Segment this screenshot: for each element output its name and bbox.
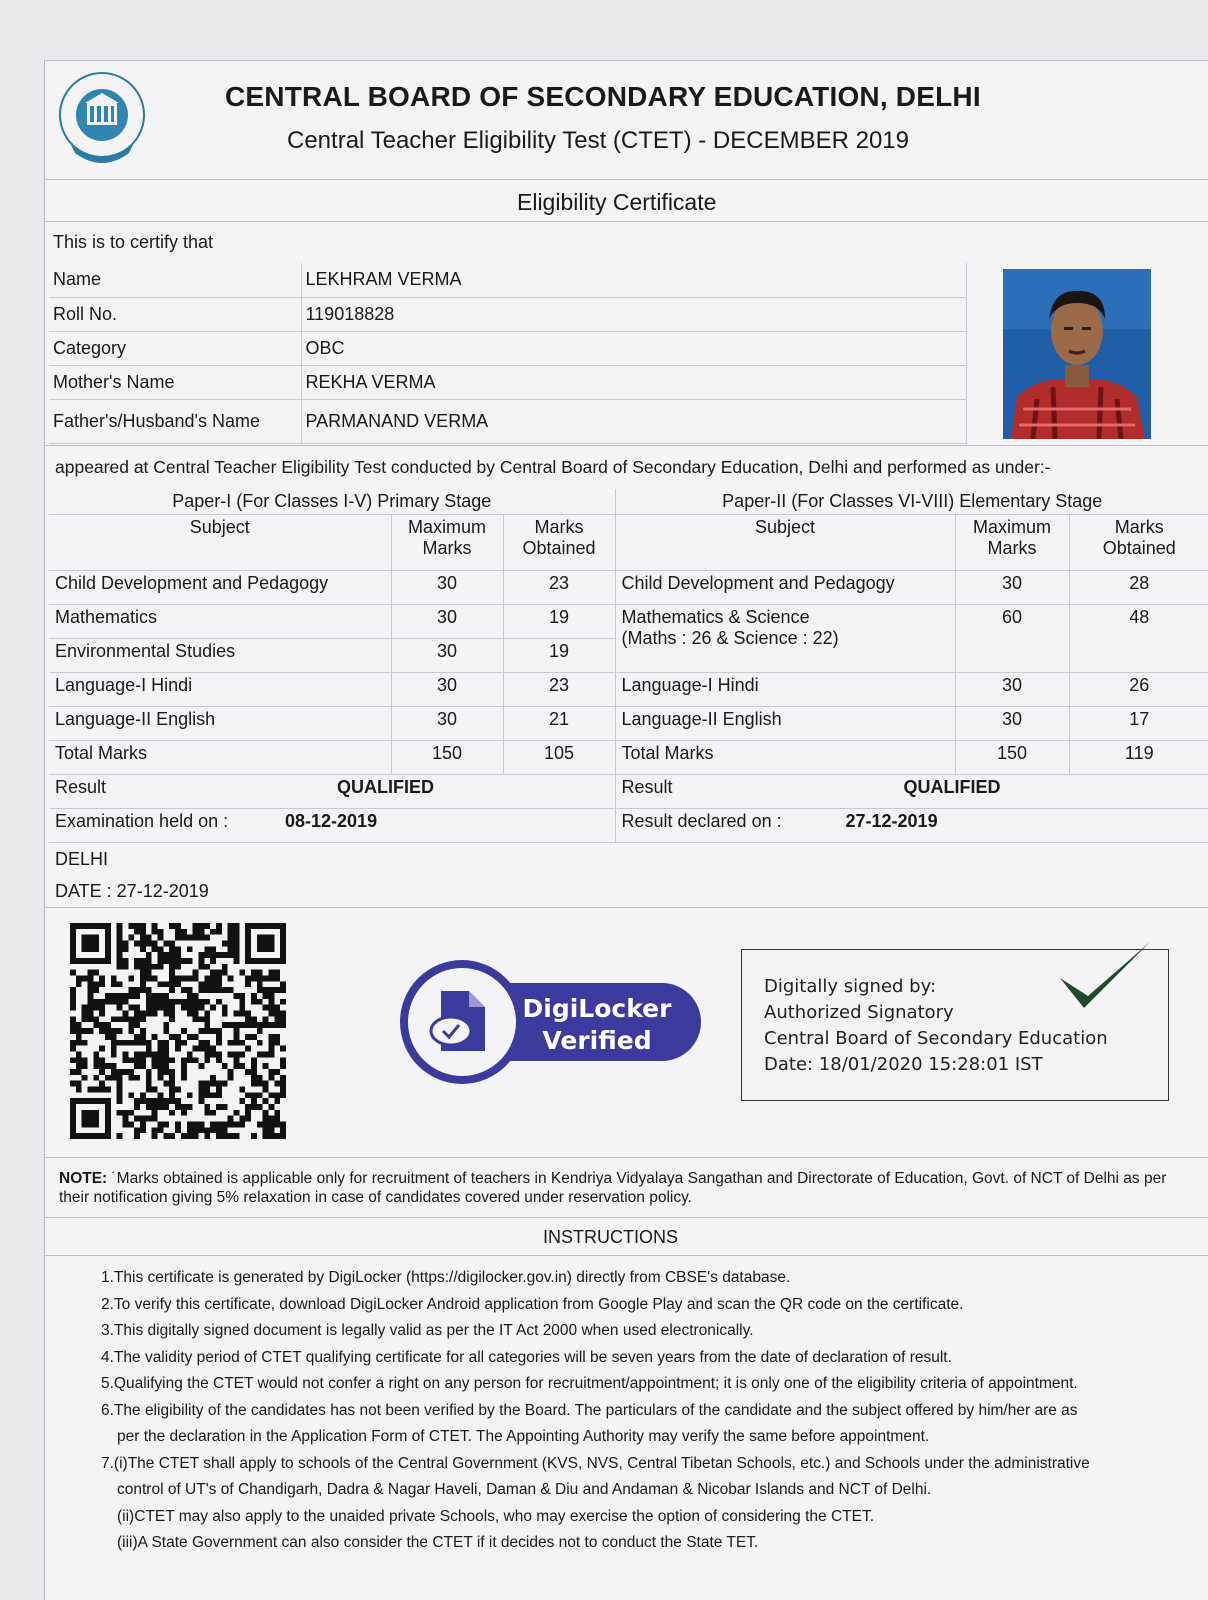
paper2-result: Result QUALIFIED <box>615 775 1208 809</box>
place: DELHI <box>55 849 109 869</box>
paper1-obtained: 21 <box>503 707 615 741</box>
paper1-result-value: QUALIFIED <box>337 777 434 797</box>
digilocker-verified-badge <box>397 957 705 1087</box>
appeared-text: appeared at Central Teacher Eligibility Test conducted by Central Board of Secondary Education, Delhi and performed as under:- <box>55 457 1051 477</box>
certificate-title: Eligibility Certificate <box>517 189 717 215</box>
info-row <box>49 331 967 365</box>
note <box>59 1169 1169 1207</box>
paper2-obtained: 28 <box>1069 571 1208 605</box>
list-item: 2.To verify this certificate, download DigiLocker Android application from Google Play and scan the QR code on the certificate. <box>101 1295 964 1313</box>
candidate-name: LEKHRAM VERMA <box>301 263 967 297</box>
field-label: Mother's Name <box>49 365 301 399</box>
paper2-total-obtained: 119 <box>1069 741 1208 775</box>
list-item: 4.The validity period of CTET qualifying certificate for all categories will be seven years from the date of declaration of result. <box>101 1348 952 1366</box>
list-item: (ii)CTET may also apply to the unaided private Schools, who may exercise the option of considering the CTET. <box>117 1507 875 1525</box>
result-declared: Result declared on : 27-12-2019 <box>615 809 1208 843</box>
paper1-subject: Language-I Hindi <box>49 673 391 707</box>
mother-name: REKHA VERMA <box>301 365 967 399</box>
total-row <box>49 741 1208 775</box>
list-item: 1.This certificate is generated by DigiLocker (https://digilocker.gov.in) directly from CBSE's database. <box>101 1269 791 1286</box>
paper1-max: 30 <box>391 639 503 673</box>
paper2-max: 30 <box>955 707 1069 741</box>
date-row <box>49 809 1208 843</box>
paper2-max: 30 <box>955 673 1069 707</box>
paper1-total-obtained: 105 <box>503 741 615 775</box>
digital-signature-box[interactable] <box>741 949 1169 1101</box>
paper1-col-obtained: Marks Obtained <box>503 515 615 571</box>
paper1-subject: Mathematics <box>49 605 391 639</box>
paper2-total-max: 150 <box>955 741 1069 775</box>
paper2-obtained: 26 <box>1069 673 1208 707</box>
candidate-photo <box>1003 269 1151 439</box>
note-text: ˙Marks obtained is applicable only for recruitment of teachers in Kendriya Vidyalaya Sangathan and Directorate of Education, Govt. of NCT of Delhi as per their notification giving 5% relaxation in case of candidates covered under reservation policy. <box>59 1170 1167 1206</box>
paper1-obtained: 19 <box>503 639 615 673</box>
signed-by-label: Digitally signed by: <box>764 976 937 997</box>
paper2-subject: Language-I Hindi <box>615 673 955 707</box>
paper2-obtained: 17 <box>1069 707 1208 741</box>
result-row <box>49 775 1208 809</box>
paper1-max: 30 <box>391 571 503 605</box>
divider <box>45 179 1208 180</box>
verified-label: Verified <box>542 1026 652 1055</box>
divider <box>45 907 1208 908</box>
field-label: Father's/Husband's Name <box>49 399 301 443</box>
certificate-page <box>44 60 1208 1600</box>
exam-subtitle: Central Teacher Eligibility Test (CTET) - DECEMBER 2019 <box>287 127 909 154</box>
table-row <box>49 605 1208 639</box>
paper1-max: 30 <box>391 673 503 707</box>
paper2-subject: Child Development and Pedagogy <box>615 571 955 605</box>
paper2-col-max: Maximum Marks <box>955 515 1069 571</box>
father-name: PARMANAND VERMA <box>301 399 967 443</box>
signatory: Authorized Signatory <box>764 1002 954 1023</box>
paper1-max: 30 <box>391 605 503 639</box>
paper1-result: Result QUALIFIED <box>49 775 615 809</box>
paper2-total-label: Total Marks <box>615 741 955 775</box>
exam-held: Examination held on : 08-12-2019 <box>49 809 615 843</box>
paper2-subject: Language-II English <box>615 707 955 741</box>
paper1-max: 30 <box>391 707 503 741</box>
paper2-title: Paper-II (For Classes VI-VIII) Elementary Stage <box>615 489 1208 515</box>
paper1-title: Paper-I (For Classes I-V) Primary Stage <box>49 489 615 515</box>
list-item: per the declaration in the Application Form of CTET. The Appointing Authority may verify the same before appointment. <box>117 1428 930 1445</box>
paper1-total-max: 150 <box>391 741 503 775</box>
paper2-result-value: QUALIFIED <box>903 777 1001 797</box>
paper2-obtained: 48 <box>1069 605 1208 673</box>
list-item: 5.Qualifying the CTET would not confer a right on any person for recruitment/appointment; it is only one of the eligibility criteria of appointment. <box>101 1375 1078 1392</box>
instructions-list <box>101 1265 1181 1557</box>
qr-code[interactable] <box>67 923 289 1139</box>
paper1-subject: Child Development and Pedagogy <box>49 571 391 605</box>
divider <box>45 221 1208 222</box>
info-row <box>49 297 967 331</box>
roll-number: 119018828 <box>301 297 967 331</box>
table-row <box>49 571 1208 605</box>
paper1-obtained: 23 <box>503 673 615 707</box>
paper2-col-subject: Subject <box>615 515 955 571</box>
cbse-logo <box>57 67 147 173</box>
note-label: NOTE: <box>59 1170 108 1187</box>
certify-text: This is to certify that <box>53 232 214 252</box>
table-row <box>49 707 1208 741</box>
signature-date: Date: 18/01/2020 15:28:01 IST <box>764 1054 1043 1075</box>
checkmark-icon <box>1054 938 1154 1018</box>
field-label: Category <box>49 331 301 365</box>
instructions-heading: INSTRUCTIONS <box>543 1227 678 1247</box>
list-item: control of UT's of Chandigarh, Dadra & Nagar Haveli, Daman & Diu and Andaman & Nicobar Islands and NCT of Delhi. <box>117 1481 932 1498</box>
table-row <box>49 673 1208 707</box>
paper1-col-subject: Subject <box>49 515 391 571</box>
paper1-total-label: Total Marks <box>49 741 391 775</box>
paper1-col-max: Maximum Marks <box>391 515 503 571</box>
digilocker-label: DigiLocker <box>522 994 672 1023</box>
paper2-subject: Mathematics & Science (Maths : 26 & Science : 22) <box>615 605 955 673</box>
paper1-subject: Environmental Studies <box>49 639 391 673</box>
info-row <box>49 399 967 443</box>
list-item: 3.This digitally signed document is legally valid as per the IT Act 2000 when used electronically. <box>101 1322 754 1339</box>
list-item: (iii)A State Government can also consider the CTET if it decides not to conduct the State TET. <box>117 1534 759 1551</box>
divider <box>45 445 1208 446</box>
candidate-info-table <box>49 263 967 444</box>
category: OBC <box>301 331 967 365</box>
list-item: 6.The eligibility of the candidates has not been verified by the Board. The particulars of the candidate and the subject offered by him/her are as <box>101 1401 1078 1419</box>
paper2-max: 30 <box>955 571 1069 605</box>
marks-table <box>49 489 1208 843</box>
board-title: CENTRAL BOARD OF SECONDARY EDUCATION, DELHI <box>225 81 981 112</box>
divider <box>45 1255 1208 1256</box>
paper1-obtained: 19 <box>503 605 615 639</box>
info-row <box>49 365 967 399</box>
info-row <box>49 263 967 297</box>
exam-date: 08-12-2019 <box>285 811 378 831</box>
paper2-max: 60 <box>955 605 1069 673</box>
paper1-subject: Language-II English <box>49 707 391 741</box>
issue-date: DATE : 27-12-2019 <box>55 881 209 901</box>
list-item: 7.(i)The CTET shall apply to schools of the Central Government (KVS, NVS, Central Tibetan Schools, etc.) and Schools under the administrative <box>101 1454 1090 1472</box>
signatory-org: Central Board of Secondary Education <box>764 1028 1108 1049</box>
field-label: Name <box>49 263 301 297</box>
paper1-obtained: 23 <box>503 571 615 605</box>
divider <box>45 1217 1208 1218</box>
divider <box>45 1157 1208 1158</box>
declared-date: 27-12-2019 <box>845 811 938 831</box>
field-label: Roll No. <box>49 297 301 331</box>
paper2-col-obtained: Marks Obtained <box>1069 515 1208 571</box>
